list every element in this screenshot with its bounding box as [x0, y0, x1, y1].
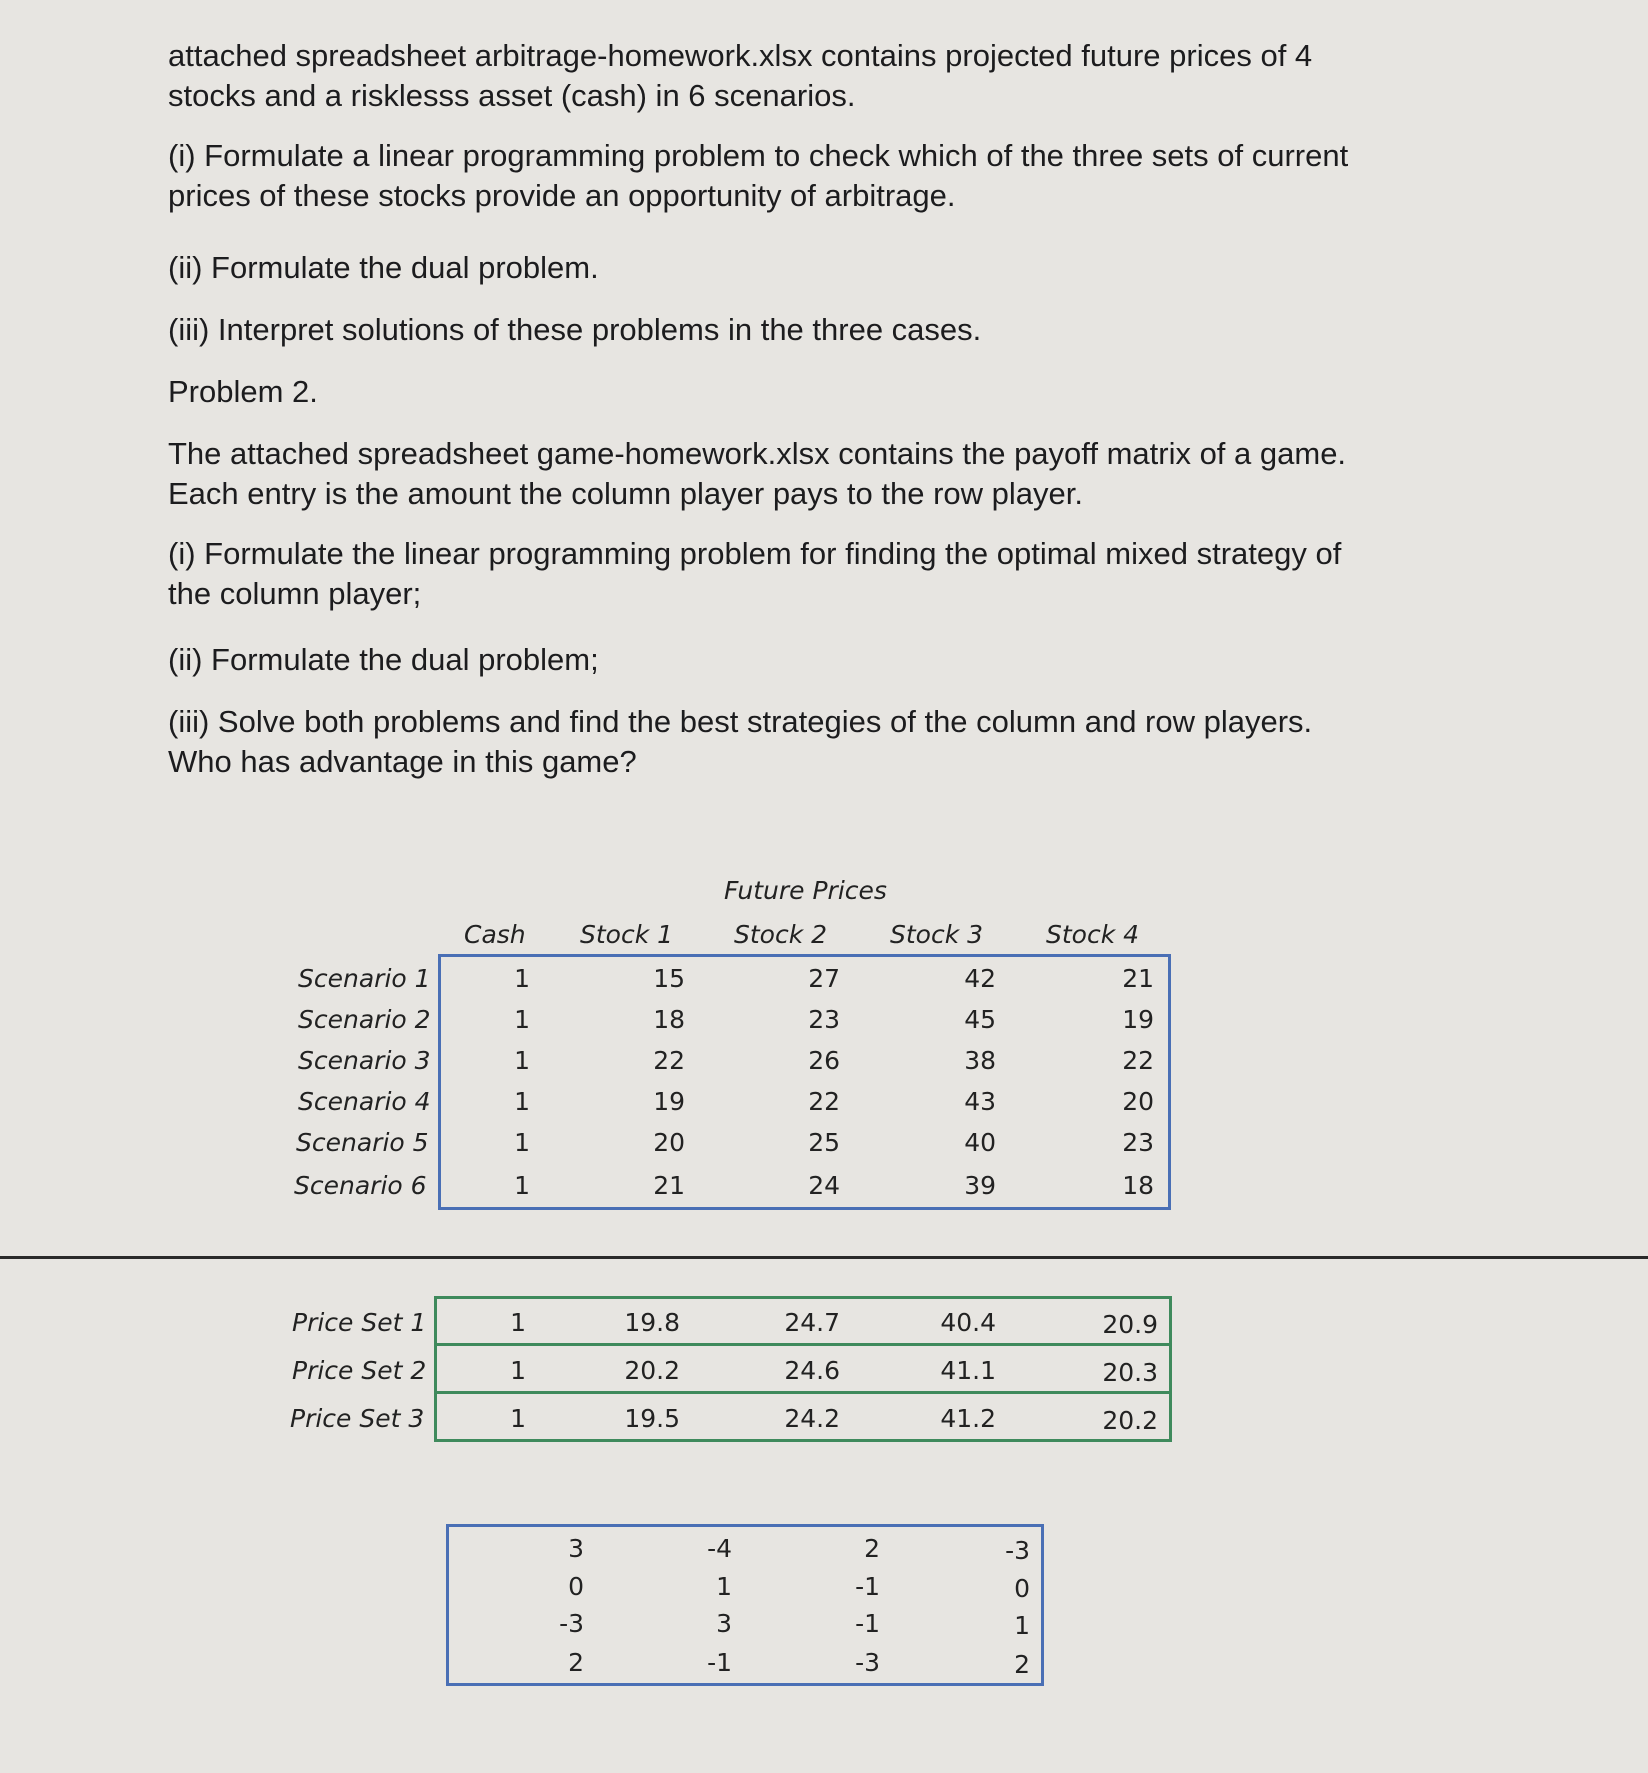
cell: 25 — [808, 1128, 840, 1157]
paragraph-game-iii — [168, 702, 1468, 782]
cell: 41.2 — [940, 1404, 996, 1433]
cell: 21 — [653, 1171, 685, 1200]
cell: 20.2 — [624, 1356, 680, 1385]
cell: 0 — [568, 1572, 584, 1601]
text-line: The attached spreadsheet game-homework.xlsx contains the payoff matrix of a game. — [168, 436, 1347, 471]
cell: 20.3 — [1102, 1358, 1158, 1387]
price-set-label: Price Set 2 — [292, 1356, 427, 1385]
cell: 24.2 — [784, 1404, 840, 1433]
cell: 39 — [964, 1171, 996, 1200]
cell: 40 — [964, 1128, 996, 1157]
price-row-divider — [434, 1391, 1172, 1394]
cell: 20 — [653, 1128, 685, 1157]
scenario-label: Scenario 2 — [298, 1005, 431, 1034]
cell: 20 — [1122, 1087, 1154, 1116]
cell: 24 — [808, 1171, 840, 1200]
header-cash: Cash — [464, 920, 526, 949]
scenario-label: Scenario 1 — [298, 964, 431, 993]
cell: 3 — [716, 1609, 732, 1638]
cell: -1 — [855, 1609, 880, 1638]
paragraph-game — [168, 434, 1468, 514]
cell: 40.4 — [940, 1308, 996, 1337]
cell: 19.8 — [624, 1308, 680, 1337]
cell: 24.6 — [784, 1356, 840, 1385]
cell: 1 — [716, 1572, 732, 1601]
text-line: prices of these stocks provide an opportunity of arbitrage. — [168, 178, 956, 213]
text-line: Who has advantage in this game? — [168, 744, 637, 779]
cell: 1 — [514, 1128, 530, 1157]
price-set-label: Price Set 1 — [292, 1308, 427, 1337]
paragraph-part-iii: (iii) Interpret solutions of these problems in the three cases. — [168, 312, 982, 347]
cell: -3 — [1005, 1536, 1030, 1565]
cell: -4 — [707, 1534, 732, 1563]
cell: 42 — [964, 964, 996, 993]
cell: 1 — [510, 1356, 526, 1385]
cell: 18 — [1122, 1171, 1154, 1200]
cell: 15 — [653, 964, 685, 993]
cell: 1 — [514, 964, 530, 993]
future-prices-title: Future Prices — [724, 876, 887, 905]
page-divider — [0, 1256, 1648, 1259]
cell: 24.7 — [784, 1308, 840, 1337]
cell: 27 — [808, 964, 840, 993]
cell: 20.9 — [1102, 1310, 1158, 1339]
price-set-label: Price Set 3 — [290, 1404, 425, 1433]
cell: 26 — [808, 1046, 840, 1075]
scenario-label: Scenario 3 — [298, 1046, 431, 1075]
cell: 20.2 — [1102, 1406, 1158, 1435]
cell: 45 — [964, 1005, 996, 1034]
cell: 19 — [653, 1087, 685, 1116]
cell: -3 — [559, 1609, 584, 1638]
cell: 18 — [653, 1005, 685, 1034]
paragraph-intro — [168, 36, 1468, 116]
scenario-label: Scenario 4 — [298, 1087, 431, 1116]
cell: 3 — [568, 1534, 584, 1563]
paragraph-game-ii: (ii) Formulate the dual problem; — [168, 642, 599, 677]
paragraph-game-i — [168, 534, 1468, 614]
cell: 21 — [1122, 964, 1154, 993]
cell: 19 — [1122, 1005, 1154, 1034]
price-row-divider — [434, 1343, 1172, 1346]
cell: 2 — [864, 1534, 880, 1563]
scenario-label: Scenario 6 — [294, 1171, 427, 1200]
cell: 1 — [514, 1005, 530, 1034]
cell: 19.5 — [624, 1404, 680, 1433]
cell: 1 — [514, 1087, 530, 1116]
cell: 0 — [1014, 1574, 1030, 1603]
cell: 41.1 — [940, 1356, 996, 1385]
cell: 1 — [510, 1404, 526, 1433]
cell: -1 — [855, 1572, 880, 1601]
header-stock-2: Stock 2 — [734, 920, 828, 949]
cell: 1 — [1014, 1611, 1030, 1640]
cell: 43 — [964, 1087, 996, 1116]
paragraph-part-i — [168, 136, 1468, 216]
cell: -1 — [707, 1648, 732, 1677]
scenario-label: Scenario 5 — [296, 1128, 429, 1157]
text-line: (iii) Solve both problems and find the best strategies of the column and row players. — [168, 704, 1313, 739]
cell: 1 — [510, 1308, 526, 1337]
cell: -3 — [855, 1648, 880, 1677]
text-line: attached spreadsheet arbitrage-homework.xlsx contains projected future prices of 4 — [168, 38, 1313, 73]
text-line: the column player; — [168, 576, 422, 611]
cell: 2 — [568, 1648, 584, 1677]
header-stock-3: Stock 3 — [890, 920, 984, 949]
text-line: (i) Formulate the linear programming problem for finding the optimal mixed strategy of — [168, 536, 1342, 571]
cell: 22 — [808, 1087, 840, 1116]
cell: 1 — [514, 1171, 530, 1200]
cell: 22 — [653, 1046, 685, 1075]
cell: 38 — [964, 1046, 996, 1075]
cell: 1 — [514, 1046, 530, 1075]
cell: 2 — [1014, 1650, 1030, 1679]
cell: 23 — [808, 1005, 840, 1034]
problem-2-heading: Problem 2. — [168, 374, 318, 409]
header-stock-1: Stock 1 — [580, 920, 674, 949]
text-line: stocks and a risklesss asset (cash) in 6 scenarios. — [168, 78, 856, 113]
text-line: (i) Formulate a linear programming problem to check which of the three sets of current — [168, 138, 1349, 173]
cell: 22 — [1122, 1046, 1154, 1075]
cell: 23 — [1122, 1128, 1154, 1157]
text-line: Each entry is the amount the column player pays to the row player. — [168, 476, 1083, 511]
header-stock-4: Stock 4 — [1046, 920, 1140, 949]
paragraph-part-ii: (ii) Formulate the dual problem. — [168, 250, 599, 285]
